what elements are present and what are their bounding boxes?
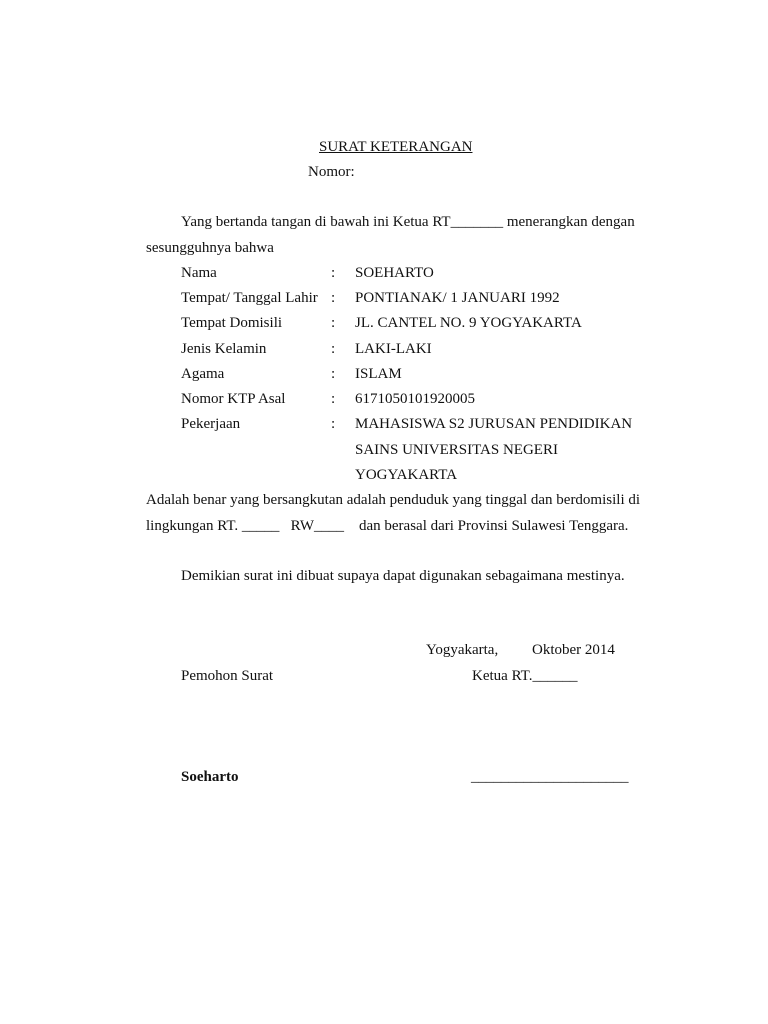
field-label-kelamin: Jenis Kelamin <box>181 341 267 357</box>
field-value-ttl: PONTIANAK/ 1 JANUARI 1992 <box>355 290 560 306</box>
field-separator: : <box>331 341 336 357</box>
document-title: SURAT KETERANGAN <box>319 139 473 155</box>
field-separator: : <box>331 265 336 281</box>
field-value-pekerjaan-line-1: MAHASISWA S2 JURUSAN PENDIDIKAN <box>355 416 633 432</box>
applicant-name: Soeharto <box>181 769 239 785</box>
closing-sentence: Demikian surat ini dibuat supaya dapat digunakan sebagaimana mestinya. <box>181 568 625 584</box>
field-separator: : <box>331 315 336 331</box>
intro-line-2: sesungguhnya bahwa <box>146 240 274 256</box>
signature-date: Oktober 2014 <box>532 642 615 658</box>
rt-head-label: Ketua RT.______ <box>472 668 578 684</box>
field-label-ktp: Nomor KTP Asal <box>181 391 286 407</box>
rt-signature-line: _____________________ <box>471 769 629 785</box>
field-label-ttl: Tempat/ Tanggal Lahir <box>181 290 318 306</box>
field-label-domisili: Tempat Domisili <box>181 315 283 331</box>
field-separator: : <box>331 366 336 382</box>
field-value-kelamin: LAKI-LAKI <box>355 341 432 357</box>
field-value-nama: SOEHARTO <box>355 265 434 281</box>
document-number: Nomor: <box>308 164 355 180</box>
applicant-label: Pemohon Surat <box>181 668 274 684</box>
statement-line-1: Adalah benar yang bersangkutan adalah penduduk yang tinggal dan berdomisili di <box>146 492 641 508</box>
field-label-agama: Agama <box>181 366 225 382</box>
field-value-ktp: 6171050101920005 <box>355 391 475 407</box>
field-value-agama: ISLAM <box>355 366 402 382</box>
intro-line-1: Yang bertanda tangan di bawah ini Ketua RT_______ menerangkan dengan <box>181 214 635 230</box>
field-separator: : <box>331 416 336 432</box>
field-value-pekerjaan-line-2: SAINS UNIVERSITAS NEGERI <box>355 442 558 458</box>
field-value-domisili: JL. CANTEL NO. 9 YOGYAKARTA <box>355 315 582 331</box>
field-value-pekerjaan-line-3: YOGYAKARTA <box>355 467 458 483</box>
field-label-nama: Nama <box>181 265 217 281</box>
statement-line-2: lingkungan RT. _____ RW____ dan berasal dari Provinsi Sulawesi Tenggara. <box>146 518 629 534</box>
field-separator: : <box>331 290 336 306</box>
field-separator: : <box>331 391 336 407</box>
signature-city: Yogyakarta, <box>426 642 499 658</box>
field-label-pekerjaan: Pekerjaan <box>181 416 241 432</box>
